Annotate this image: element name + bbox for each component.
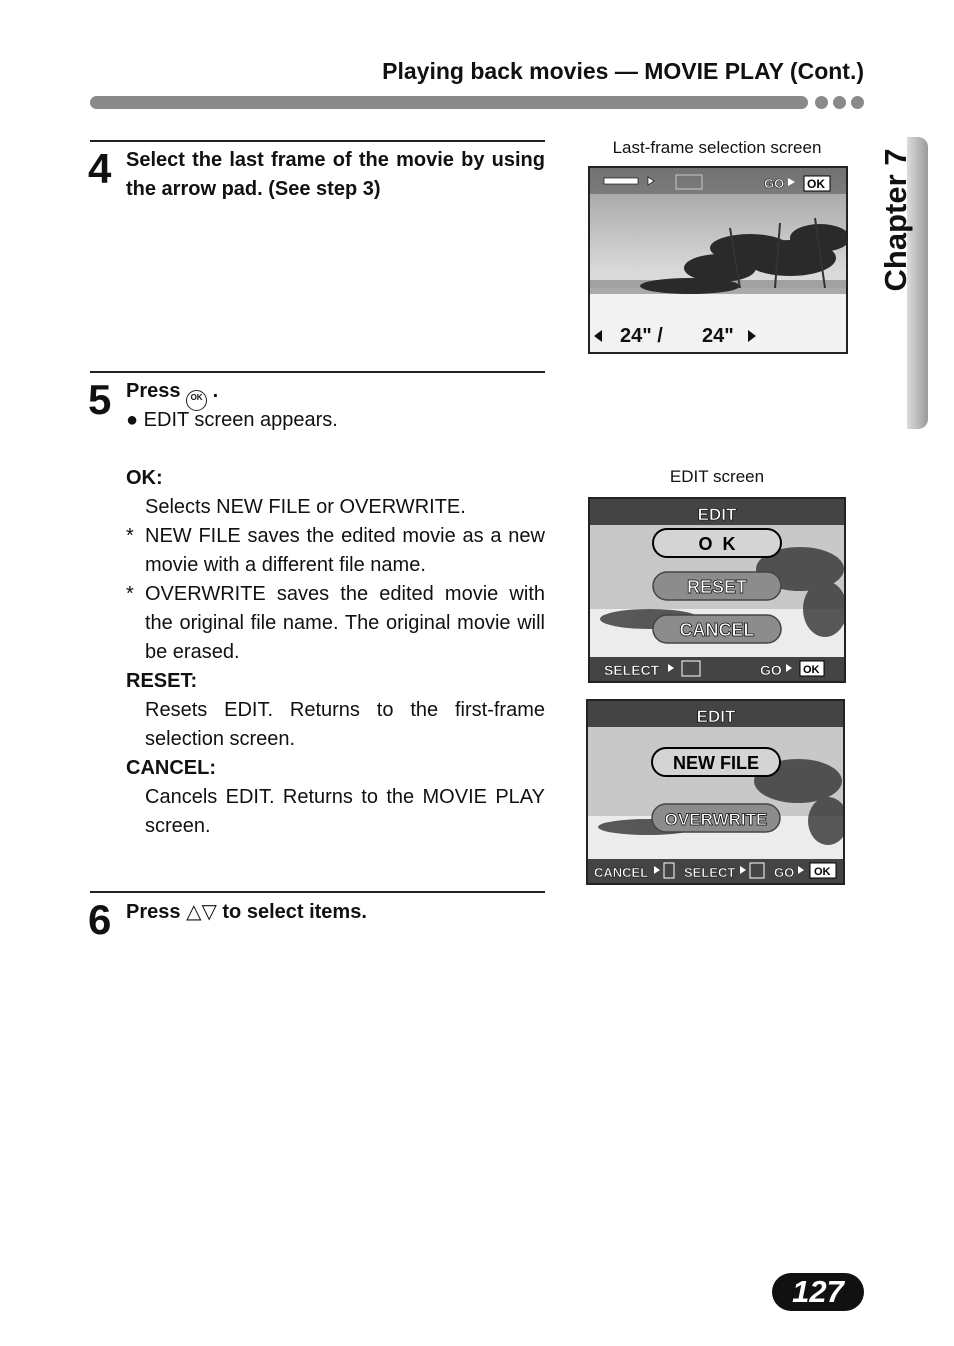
page-number: 127 [772, 1273, 864, 1311]
bullet-icon: ● [126, 409, 139, 431]
step-instruction [126, 898, 367, 927]
edit-title: EDIT [696, 707, 736, 726]
edit-save-display [588, 701, 843, 883]
ok-label: OK [803, 664, 820, 676]
step-number: 4 [88, 145, 112, 192]
header-dot [833, 96, 846, 109]
ok-heading: OK: [126, 467, 163, 489]
cancel-option-label: CANCEL [679, 620, 755, 640]
edit-title: EDIT [697, 505, 737, 524]
bullet-text: EDIT screen appears. [143, 409, 338, 431]
step-instruction: Select the last frame of the movie by using the arrow pad. (See step 3) [126, 149, 545, 200]
step-divider [90, 891, 545, 893]
header-dot [815, 96, 828, 109]
frame-counter-current: 24" / [620, 325, 663, 347]
note-item [126, 522, 545, 580]
step-divider [90, 371, 545, 373]
beach-scene [590, 168, 846, 352]
screen-caption: EDIT screen [669, 467, 765, 486]
ok-option-button[interactable] [653, 529, 781, 557]
select-label: SELECT [684, 865, 736, 880]
edit-screen [588, 497, 846, 683]
overwrite-option-label: OVERWRITE [664, 810, 768, 829]
ok-button-icon: OK [186, 390, 207, 411]
header-bar [90, 96, 808, 109]
edit-screen-display [590, 499, 844, 681]
step-instruction-text: to select items. [222, 901, 367, 923]
note-item [126, 580, 545, 667]
go-label: GO [760, 662, 782, 678]
screen-caption: Last-frame selection screen [612, 138, 822, 157]
header-dot [851, 96, 864, 109]
step-number: 5 [88, 376, 112, 423]
ok-description: Selects NEW FILE or OVERWRITE. [145, 496, 466, 518]
select-label: SELECT [604, 662, 660, 678]
go-label: GO [764, 176, 785, 191]
reset-description: Resets EDIT. Returns to the first-frame selection screen. [145, 699, 545, 750]
asterisk-icon: * [126, 525, 134, 547]
ok-label: OK [814, 866, 831, 878]
chapter-label-text: Chapter 7 [878, 148, 913, 292]
overwrite-option-button[interactable] [652, 804, 780, 832]
edit-save-screen [586, 699, 845, 885]
step-instruction: Press OK . [126, 377, 218, 411]
cancel-option-button[interactable] [653, 615, 781, 643]
asterisk-icon: * [126, 583, 134, 605]
note-text: OVERWRITE saves the edited movie with the original file name. The original movie will be erased. [145, 583, 545, 663]
frame-counter-total: 24" [702, 325, 734, 347]
step-number: 6 [88, 896, 112, 943]
press-label: Press [126, 901, 181, 923]
up-down-arrow-icon: △▽ [186, 901, 217, 923]
page-title: Playing back movies — MOVIE PLAY (Cont.) [382, 58, 864, 84]
last-frame-screen [588, 166, 848, 354]
new-file-option-button[interactable] [652, 748, 780, 776]
note-text: NEW FILE saves the edited movie as a new movie with a different file name. [145, 525, 545, 576]
press-label: Press [126, 380, 181, 402]
ok-label: OK [807, 177, 825, 191]
cancel-description: Cancels EDIT. Returns to the MOVIE PLAY screen. [145, 786, 545, 837]
ok-option-label: O K [698, 534, 736, 554]
bullet-item [126, 406, 338, 435]
cancel-label: CANCEL [594, 865, 649, 880]
new-file-option-label: NEW FILE [673, 753, 759, 773]
chapter-label [868, 145, 924, 295]
cancel-heading: CANCEL: [126, 757, 216, 779]
reset-option-button[interactable] [653, 572, 781, 600]
go-label: GO [774, 865, 795, 880]
reset-heading: RESET: [126, 670, 198, 692]
reset-option-label: RESET [686, 577, 748, 597]
step-divider [90, 140, 545, 142]
